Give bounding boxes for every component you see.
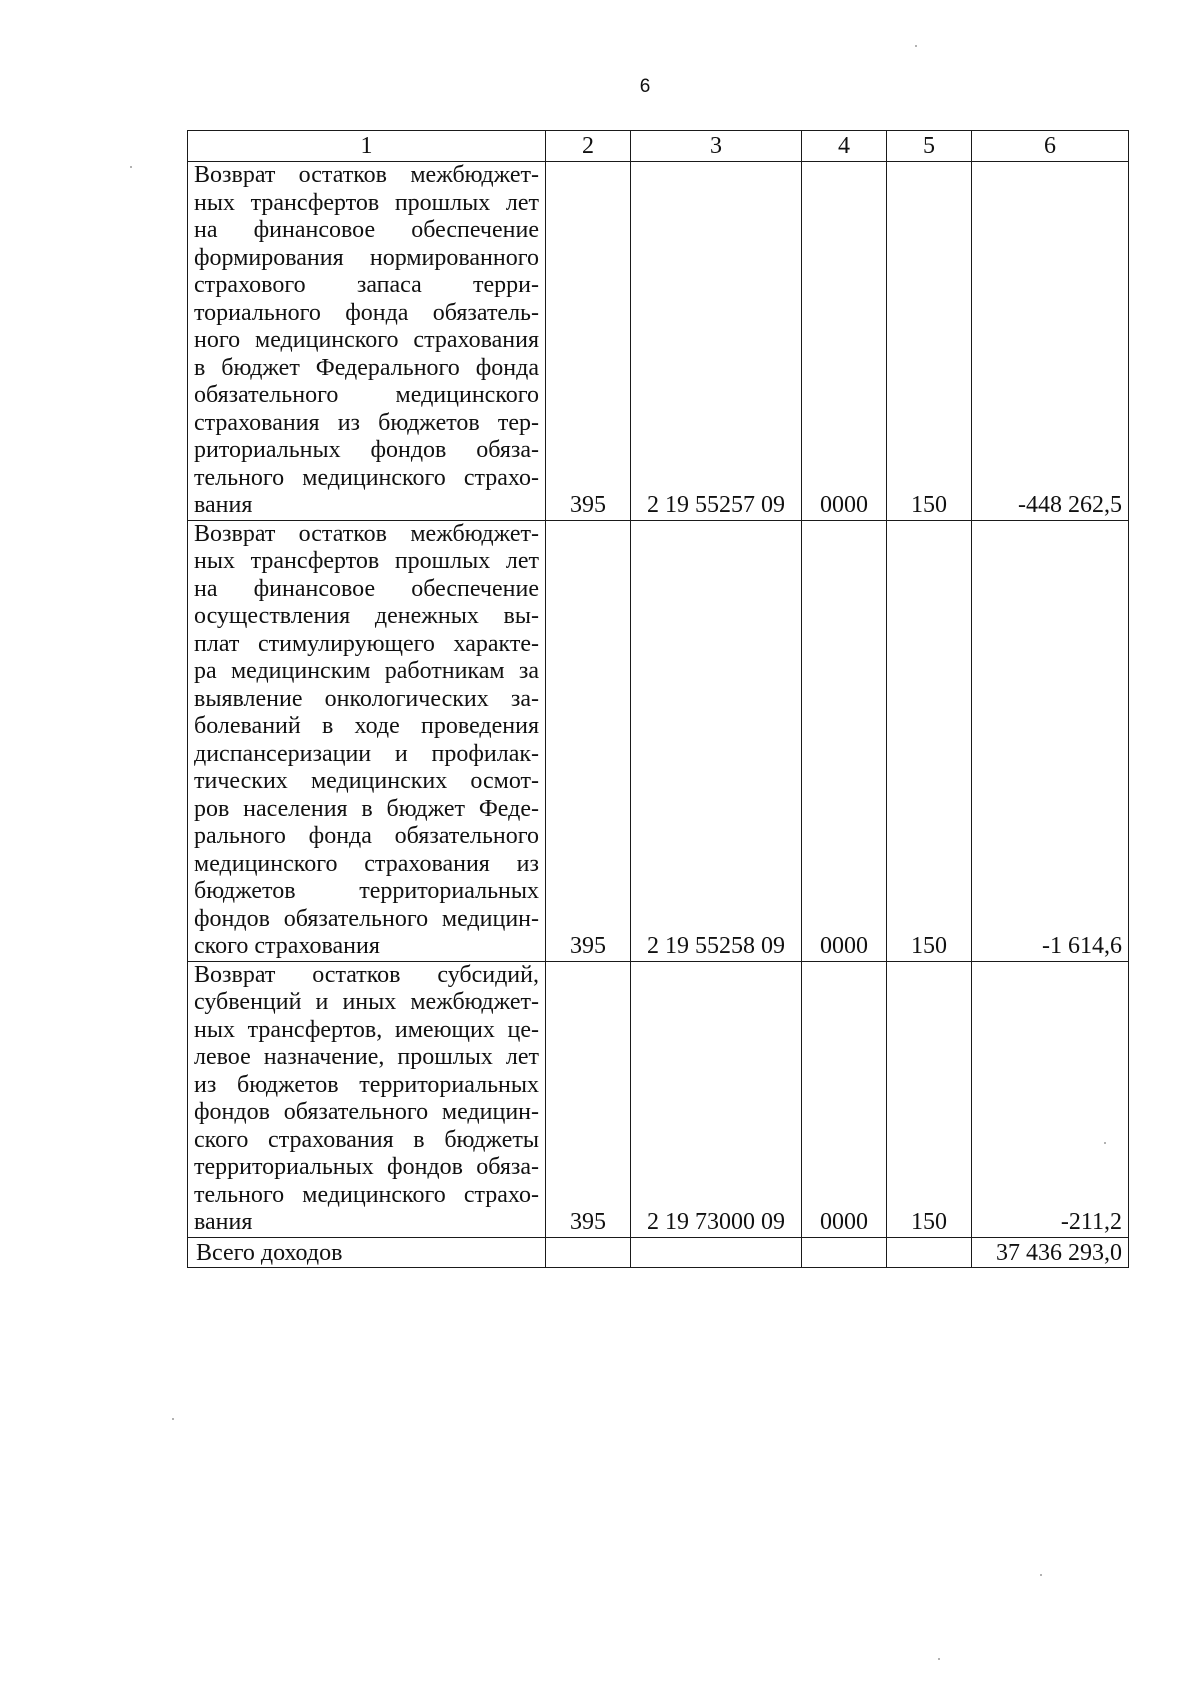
description-line: выявление онкологических за-	[194, 685, 539, 712]
description-line: медицинского страхования из	[194, 850, 539, 877]
column-header: 5	[887, 131, 972, 162]
description-line: ного медицинского страхования	[194, 327, 539, 353]
description-line: риториальных фондов обяза-	[194, 437, 539, 463]
kind-code-cell: 150	[887, 520, 972, 961]
description-line: страхового запаса терри-	[194, 272, 539, 298]
description-line: Возврат остатков межбюджет-	[194, 520, 539, 547]
description-line: ров населения в бюджет Феде-	[194, 795, 539, 822]
description-line: ных трансфертов прошлых лет	[194, 548, 539, 574]
description-line: обязательного медицинского	[194, 382, 539, 408]
column-header: 4	[802, 131, 887, 162]
scan-speck	[172, 1418, 174, 1420]
total-amount: 37 436 293,0	[972, 1237, 1129, 1267]
description-line: на финансовое обеспечение	[194, 575, 539, 602]
description-line: ра медицинским работникам за	[194, 658, 539, 684]
description-line: территориальных фондов обяза-	[194, 1154, 539, 1180]
row-description	[188, 520, 546, 961]
description-line: Возврат остатков субсидий,	[194, 961, 539, 988]
column-header: 3	[631, 131, 802, 162]
empty-cell	[546, 1237, 631, 1267]
description-line: болеваний в ходе проведения	[194, 713, 539, 739]
description-line: ского страхования в бюджеты	[194, 1126, 539, 1153]
description-line: формирования нормированного	[194, 244, 539, 271]
budget-revenue-table	[187, 130, 1129, 1268]
kind-code-cell: 150	[887, 961, 972, 1237]
amount-cell: -211,2	[972, 961, 1129, 1237]
description-line: осуществления денежных вы-	[194, 603, 539, 629]
total-row	[188, 1237, 1129, 1267]
row-description	[188, 162, 546, 521]
description-line: ского страхования	[194, 933, 380, 959]
revenue-code-cell: 2 19 73000 09	[631, 961, 802, 1237]
description-line: ных трансфертов, имеющих це-	[194, 1016, 539, 1043]
description-line: субвенций и иных межбюджет-	[194, 989, 539, 1015]
column-header: 1	[188, 131, 546, 162]
revenue-code-cell: 2 19 55258 09	[631, 520, 802, 961]
empty-cell	[802, 1237, 887, 1267]
row-description	[188, 961, 546, 1237]
description-line: ториального фонда обязатель-	[194, 299, 539, 326]
description-line: вания	[194, 1209, 253, 1235]
table-header-row	[188, 131, 1129, 162]
amount-cell: -448 262,5	[972, 162, 1129, 521]
description-line: левое назначение, прошлых лет	[194, 1044, 539, 1070]
kind-code-cell: 150	[887, 162, 972, 521]
description-line: фондов обязательного медицин-	[194, 905, 539, 932]
table-row	[188, 520, 1129, 961]
description-line: в бюджет Федерального фонда	[194, 354, 539, 381]
admin-code-cell: 395	[546, 162, 631, 521]
scan-speck	[1040, 1574, 1042, 1576]
description-line: из бюджетов территориальных	[194, 1071, 539, 1098]
description-line: вания	[194, 492, 253, 518]
empty-cell	[631, 1237, 802, 1267]
table-row	[188, 162, 1129, 521]
page-number: 6	[639, 76, 651, 97]
total-label: Всего доходов	[188, 1237, 546, 1267]
description-line: плат стимулирующего характе-	[194, 630, 539, 657]
empty-cell	[887, 1237, 972, 1267]
admin-code-cell: 395	[546, 961, 631, 1237]
program-code-cell: 0000	[802, 961, 887, 1237]
amount-cell: -1 614,6	[972, 520, 1129, 961]
column-header: 2	[546, 131, 631, 162]
program-code-cell: 0000	[802, 520, 887, 961]
description-line: диспансеризации и профилак-	[194, 740, 539, 767]
revenue-code-cell: 2 19 55257 09	[631, 162, 802, 521]
description-line: фондов обязательного медицин-	[194, 1099, 539, 1125]
description-line: тельного медицинского страхо-	[194, 1181, 539, 1208]
description-line: бюджетов территориальных	[194, 878, 539, 904]
scan-speck	[130, 166, 132, 168]
scan-speck	[938, 1658, 940, 1660]
scan-speck	[915, 45, 917, 47]
description-line: тических медицинских осмот-	[194, 768, 539, 794]
description-line: рального фонда обязательного	[194, 823, 539, 849]
description-line: страхования из бюджетов тер-	[194, 409, 539, 436]
program-code-cell: 0000	[802, 162, 887, 521]
description-line: тельного медицинского страхо-	[194, 464, 539, 491]
scan-speck	[1104, 1142, 1106, 1144]
column-header: 6	[972, 131, 1129, 162]
description-line: на финансовое обеспечение	[194, 217, 539, 243]
description-line: ных трансфертов прошлых лет	[194, 189, 539, 216]
admin-code-cell: 395	[546, 520, 631, 961]
description-line: Возврат остатков межбюджет-	[194, 162, 539, 188]
table-row	[188, 961, 1129, 1237]
